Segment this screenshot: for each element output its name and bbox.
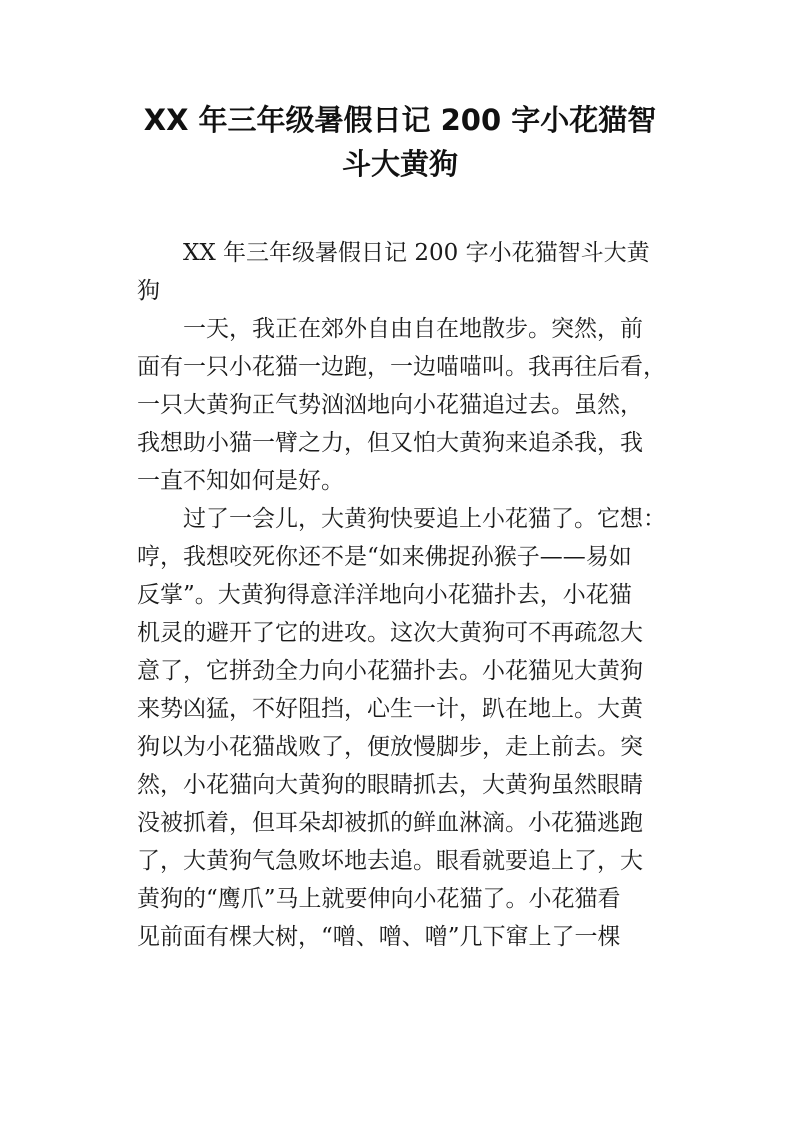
text-line: 一天，我正在郊外自由自在地散步。突然，前 — [183, 316, 643, 342]
text-line: 狗 — [137, 278, 160, 304]
title-line: XX 年三年级暑假日记 200 字小花猫智 — [143, 103, 657, 137]
text-line: 然，小花猫向大黄狗的眼睛抓去，大黄狗虽然眼睛 — [137, 772, 643, 798]
text-line: 来势凶猛，不好阻挡，心生一计，趴在地上。大黄 — [137, 696, 643, 722]
paragraph-2 — [137, 500, 671, 956]
text-line: XX 年三年级暑假日记 200 字小花猫智斗大黄 — [183, 240, 650, 266]
text-line: 一直不知如何是好。 — [137, 468, 344, 494]
text-line: 我想助小猫一臂之力，但又怕大黄狗来追杀我，我 — [137, 430, 643, 456]
text-line: 哼，我想咬死你还不是“如来佛捉孙猴子——易如 — [137, 544, 632, 570]
text-line: 狗以为小花猫战败了，便放慢脚步，走上前去。突 — [137, 734, 643, 760]
document-body — [137, 234, 671, 956]
text-line: 一只大黄狗正气势汹汹地向小花猫追过去。虽然， — [137, 392, 643, 418]
text-line: 机灵的避开了它的进攻。这次大黄狗可不再疏忽大 — [137, 620, 643, 646]
paragraph-heading-repeat — [137, 234, 671, 310]
title-line: 斗大黄狗 — [341, 147, 458, 181]
text-line: 反掌”。大黄狗得意洋洋地向小花猫扑去，小花猫 — [137, 582, 632, 608]
text-line: 没被抓着，但耳朵却被抓的鲜血淋滴。小花猫逃跑 — [137, 810, 643, 836]
text-line: 见前面有棵大树，“噌、噌、噌”几下窜上了一棵 — [137, 924, 621, 950]
text-line: 了，大黄狗气急败坏地去追。眼看就要追上了，大 — [137, 848, 643, 874]
text-line: 意了，它拼劲全力向小花猫扑去。小花猫见大黄狗 — [137, 658, 643, 684]
text-line: 面有一只小花猫一边跑，一边喵喵叫。我再往后看， — [137, 354, 666, 380]
paragraph-1 — [137, 310, 671, 500]
text-line: 过了一会儿，大黄狗快要追上小花猫了。它想： — [183, 506, 666, 532]
document-title — [100, 98, 700, 186]
text-line: 黄狗的“鹰爪”马上就要伸向小花猫了。小花猫看 — [137, 886, 621, 912]
